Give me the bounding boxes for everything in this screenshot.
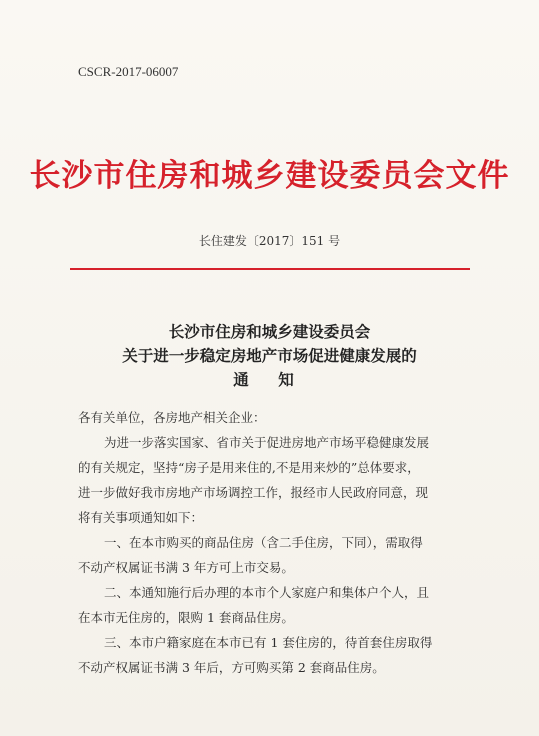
paragraph-1-line-4: 将有关事项通知如下： — [78, 510, 204, 525]
paragraph-2-line-1: 一、在本市购买的商品住房（含二手住房，下同），需取得 — [104, 535, 423, 550]
paragraph-1-line-3: 进一步做好我市房地产市场调控工作，报经市人民政府同意，现 — [78, 485, 429, 500]
document-body — [78, 405, 498, 680]
paragraph-3-line-2: 在本市无住房的，限购 1 套商品住房。 — [78, 610, 294, 625]
paragraph-1-line-1: 为进一步落实国家、省市关于促进房地产市场平稳健康发展 — [104, 435, 430, 450]
paragraph-2-line-2: 不动产权属证书满 3 年方可上市交易。 — [78, 560, 294, 575]
issuer-title: 长沙市住房和城乡建设委员会文件 — [29, 158, 510, 194]
notice-title-line-2: 关于进一步稳定房地产市场促进健康发展的 — [122, 346, 417, 365]
document-code: CSCR-2017-06007 — [78, 64, 179, 79]
paragraph-1-line-2: 的有关规定，坚持“房子是用来住的,不是用来炒的”总体要求， — [78, 460, 420, 475]
paragraph-4-line-2: 不动产权属证书满 3 年后，方可购买第 2 套商品住房。 — [78, 660, 385, 675]
document-number: 长住建发〔2017〕151 号 — [198, 234, 341, 248]
paragraph-4-line-1: 三、本市户籍家庭在本市已有 1 套住房的，待首套住房取得 — [104, 635, 433, 650]
paragraph-3-line-1: 二、本通知施行后办理的本市个人家庭户和集体户个人，且 — [104, 585, 430, 600]
red-divider — [70, 268, 470, 270]
notice-title-line-3: 通 知 — [233, 370, 306, 389]
notice-title-line-1: 长沙市住房和城乡建设委员会 — [168, 322, 371, 341]
salutation: 各有关单位，各房地产相关企业： — [78, 410, 266, 425]
